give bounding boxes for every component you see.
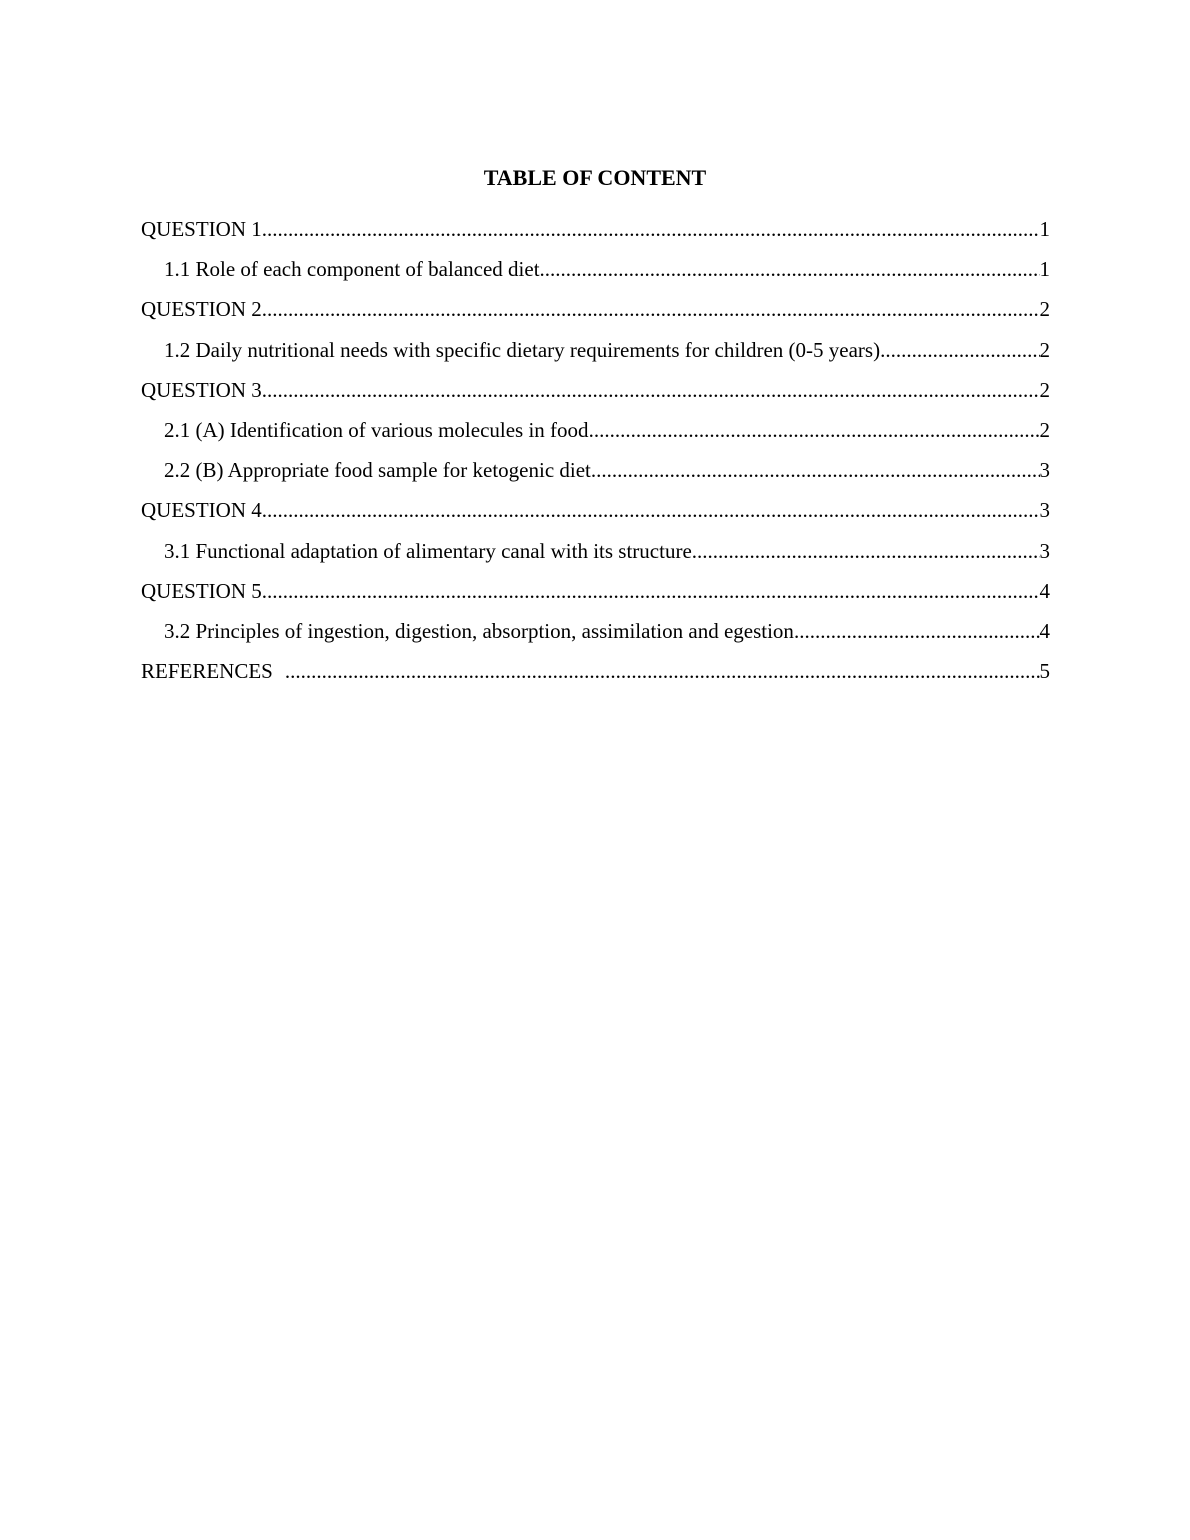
toc-page-number: 1 <box>1039 257 1050 282</box>
toc-entry-references[interactable] <box>141 656 1050 696</box>
toc-entry-label: REFERENCES <box>141 659 273 684</box>
toc-page-number: 4 <box>1039 618 1050 643</box>
toc-entry-3-1[interactable] <box>141 536 1050 576</box>
toc-dot-leader <box>262 294 1040 324</box>
toc-entry-label: QUESTION 5 <box>141 578 262 603</box>
toc-page-number: 5 <box>1039 659 1050 684</box>
toc-entry-1-1[interactable] <box>141 254 1050 294</box>
toc-page-number: 2 <box>1039 337 1050 362</box>
toc-dot-leader <box>692 536 1040 566</box>
toc-entry-question-2[interactable] <box>141 294 1050 334</box>
toc-dot-leader <box>262 375 1040 405</box>
toc-title: TABLE OF CONTENT <box>483 165 707 190</box>
toc-dot-leader <box>262 214 1040 244</box>
toc-dot-leader <box>589 415 1040 445</box>
toc-entry-question-3[interactable] <box>141 375 1050 415</box>
toc-entry-question-5[interactable] <box>141 576 1050 616</box>
toc-entry-label: 2.2 (B) Appropriate food sample for ketogenic diet <box>164 458 591 483</box>
toc-entry-1-2[interactable] <box>141 335 1050 375</box>
toc-dot-leader <box>262 495 1040 525</box>
toc-entry-label: QUESTION 4 <box>141 498 262 523</box>
toc-dot-leader <box>262 576 1040 606</box>
toc-dot-leader <box>880 335 1039 365</box>
toc-entry-label: 1.2 Daily nutritional needs with specific dietary requirements for children (0-5 years) <box>164 337 881 362</box>
table-of-contents <box>141 214 1050 696</box>
toc-page-number: 3 <box>1039 498 1050 523</box>
toc-page-number: 2 <box>1039 377 1050 402</box>
toc-entry-question-1[interactable] <box>141 214 1050 254</box>
toc-page-number: 3 <box>1039 538 1050 563</box>
toc-page-number: 1 <box>1039 217 1050 241</box>
toc-entry-label: 3.2 Principles of ingestion, digestion, absorption, assimilation and egestion <box>164 618 794 643</box>
toc-entry-label: 2.1 (A) Identification of various molecules in food <box>164 417 589 442</box>
toc-page-number: 2 <box>1039 417 1050 442</box>
toc-dot-leader <box>591 455 1040 485</box>
toc-page-number: 2 <box>1039 297 1050 322</box>
toc-entry-label: QUESTION 2 <box>141 297 262 322</box>
toc-dot-leader <box>794 616 1040 646</box>
toc-entry-label: QUESTION 3 <box>141 377 262 402</box>
toc-entry-3-2[interactable] <box>141 616 1050 656</box>
toc-entry-label: QUESTION 1 <box>141 217 262 241</box>
toc-entry-label: 1.1 Role of each component of balanced diet <box>164 257 540 282</box>
toc-entry-2-2[interactable] <box>141 455 1050 495</box>
toc-entry-label: 3.1 Functional adaptation of alimentary canal with its structure <box>164 538 692 563</box>
toc-page-number: 4 <box>1039 578 1050 603</box>
toc-entry-question-4[interactable] <box>141 495 1050 535</box>
toc-dot-leader <box>285 656 1040 686</box>
toc-entry-2-1[interactable] <box>141 415 1050 455</box>
toc-page-number: 3 <box>1039 458 1050 483</box>
toc-dot-leader <box>540 254 1040 284</box>
